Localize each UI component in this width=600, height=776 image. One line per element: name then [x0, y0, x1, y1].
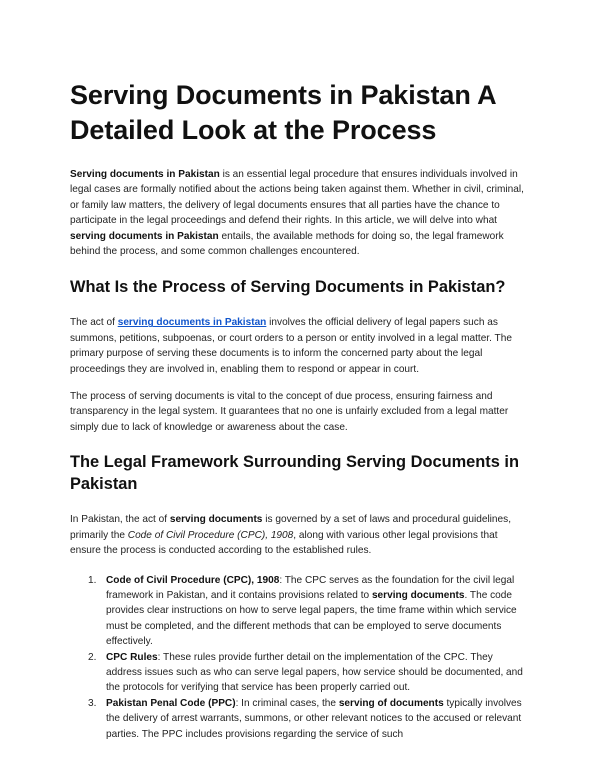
list-item-number: 3. [88, 697, 97, 709]
list-item [70, 573, 530, 650]
section1-p1-post: involves the official delivery of legal papers such as summons, petitions, subpoenas, or court orders to a person or entity involved in a legal matter. The primary purpose of serving these documents is to inform the concerned party about the legal proceedings they are involved in, enabling them to respond or appear in court. [70, 317, 512, 375]
list-item-number: 2. [88, 651, 97, 663]
list-item-bold: Code of Civil Procedure (CPC), 1908 [106, 574, 280, 586]
list-item [70, 650, 530, 696]
list-item-bold: Pakistan Penal Code (PPC) [106, 697, 236, 709]
intro-bold-lead: Serving documents in Pakistan [70, 169, 220, 180]
section2-p1-pre: In Pakistan, the act of [70, 514, 170, 526]
legal-framework-list [70, 573, 530, 742]
section1-heading: What Is the Process of Serving Documents in Pakistan? [70, 278, 506, 297]
intro-text-2: entails, the available methods for doing so, the legal framework behind the process, and some common challenges encountered. [70, 230, 504, 258]
intro-bold-mid: serving documents in Pakistan [70, 230, 219, 242]
list-item-text-pre: : These rules provide further detail on the implementation of the CPC. They address issues such as who can serve legal papers, how service should be documented, and the protocols for verifying that service has been properly carried out. [106, 651, 523, 694]
intro-text-1: is an essential legal procedure that ensures individuals involved in legal cases are formally notified about the actions being taken against them. Whether in civil, criminal, or family law matters, the delivery of legal documents ensures that all parties have the chance to participate in the legal proceedings and defend their rights. In this article, we will delve into what [70, 169, 524, 227]
section2-p1-bold: serving documents [169, 514, 263, 526]
section1-paragraph-2: The process of serving documents is vital to the concept of due process, ensuring fairness and transparency in the legal system. It guarantees that no one is unfairly excluded from a legal matter simply due to lack of knowledge or awareness about the case. [70, 391, 509, 433]
list-item-text-pre: : The CPC serves as the foundation for the civil legal framework in Pakistan, and it contains provisions related to [106, 574, 515, 601]
section2-p1-italic: Code of Civil Procedure (CPC), 1908 [127, 529, 294, 541]
list-item-bold-inner: serving documents [371, 589, 465, 601]
list-item-text-post: . The code provides clear instructions on how to serve legal papers, the time frame within which service must be completed, and the different methods that can be employed to serve documents effectively. [106, 589, 517, 648]
list-item-number: 1. [88, 574, 97, 586]
list-item [70, 696, 530, 742]
list-item-bold-inner: serving of documents [338, 697, 444, 709]
intro-paragraph [70, 167, 530, 259]
list-item-text-pre: : In criminal cases, the [235, 697, 339, 709]
section2-paragraph-1 [70, 512, 530, 558]
section1-paragraph-1 [70, 315, 530, 377]
section2-heading: The Legal Framework Surrounding Serving Documents in Pakistan [70, 453, 519, 494]
section1-p1-pre: The act of [70, 317, 118, 329]
list-item-bold: CPC Rules [106, 651, 158, 663]
serving-documents-link[interactable]: serving documents in Pakistan [117, 317, 267, 329]
document-page [70, 78, 530, 742]
section2-p1-post: , along with various other legal provisions that ensure the process is conducted according to the established rules. [70, 529, 498, 557]
list-item-text-post: typically involves the delivery of arrest warrants, summons, or other relevant notices to the accused or relevant parties. The PPC includes provisions regarding the service of such [106, 697, 522, 740]
page-title: Serving Documents in Pakistan A Detailed Look at the Process [70, 80, 496, 145]
section2-p1-mid: is governed by a set of laws and procedural guidelines, primarily the [70, 514, 512, 541]
